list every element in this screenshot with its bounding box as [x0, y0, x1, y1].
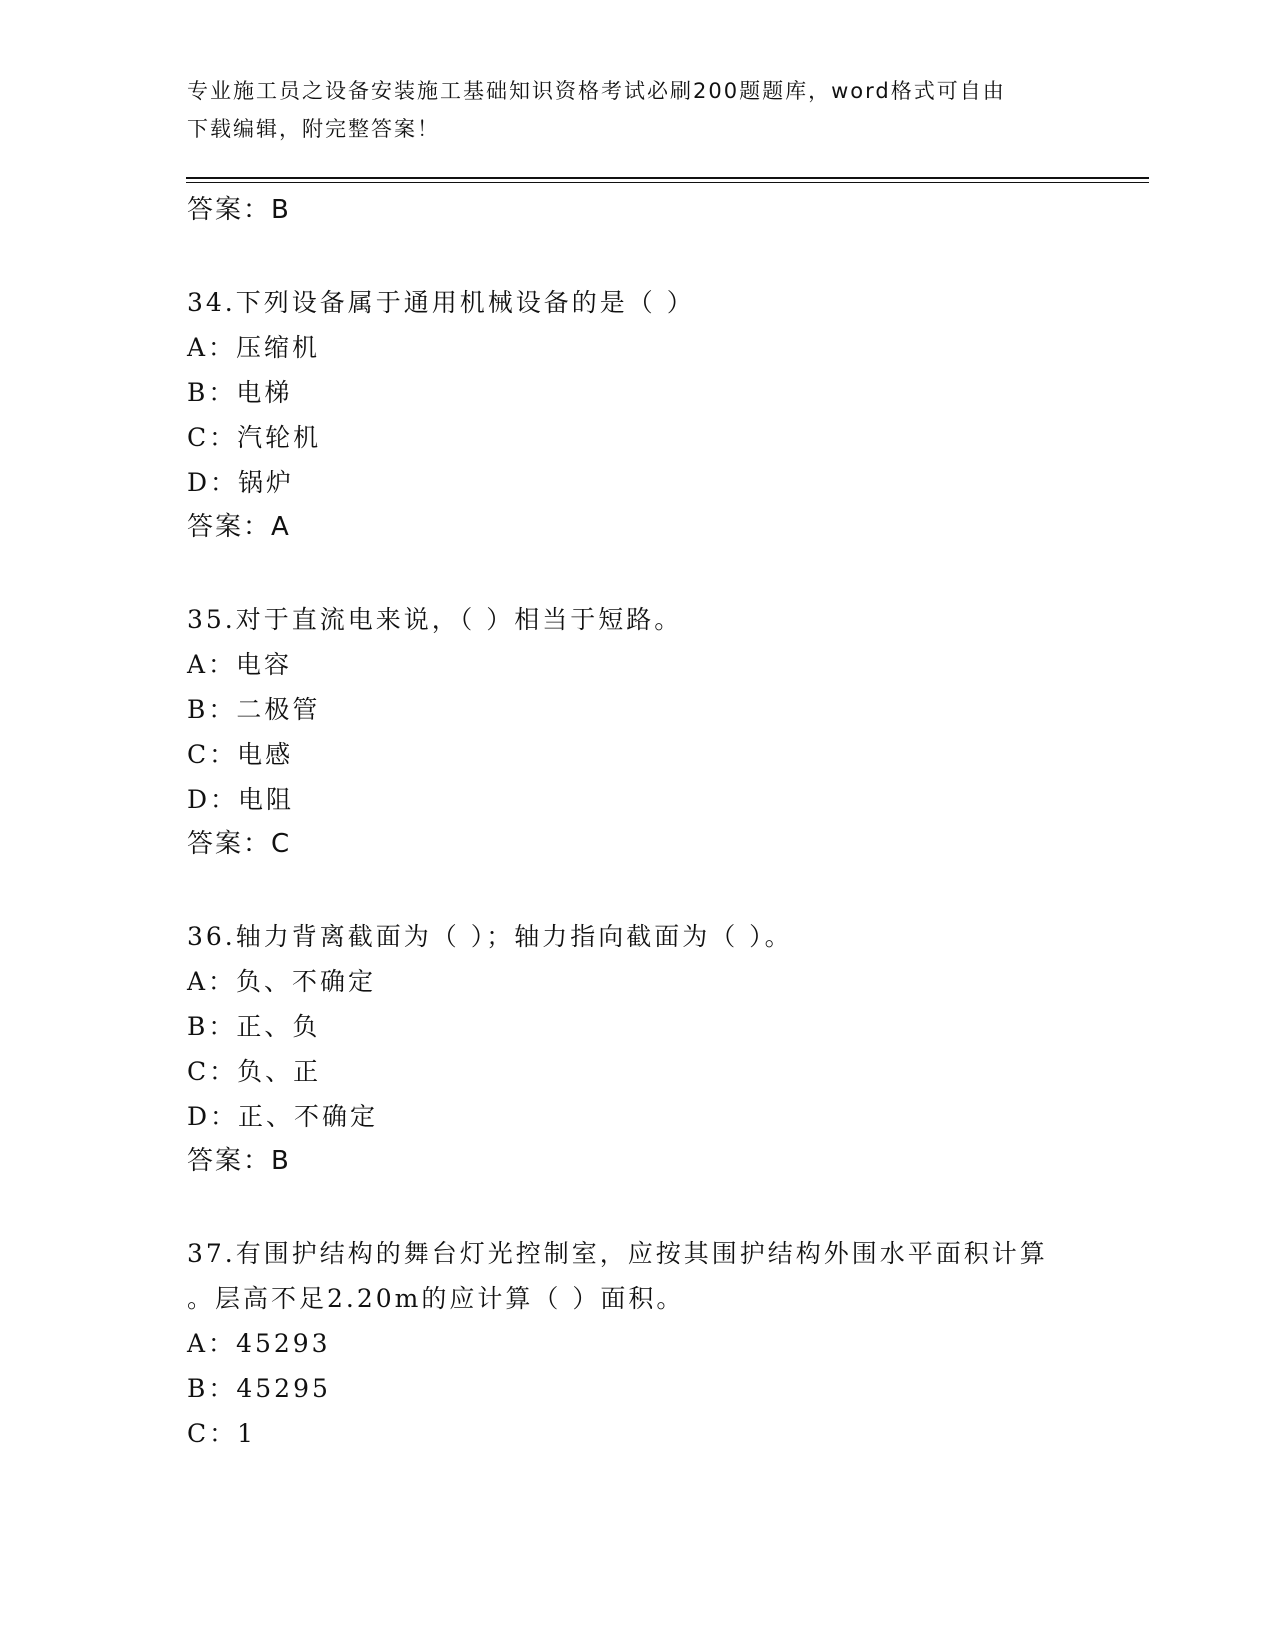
question-34 [187, 280, 1087, 550]
question-stem: 37.有围护结构的舞台灯光控制室，应按其围护结构外围水平面积计算 [187, 1239, 1048, 1268]
question-list [187, 188, 1087, 1456]
question-stem: 34.下列设备属于通用机械设备的是（ ） [187, 288, 695, 317]
spacer [187, 233, 1087, 280]
option-b: B：二极管 [187, 695, 321, 724]
document-header [187, 72, 1087, 148]
option-c: C：负、正 [187, 1057, 322, 1086]
question-stem: 36.轴力背离截面为（ ）；轴力指向截面为（ ）。 [187, 922, 793, 951]
spacer [187, 1184, 1087, 1231]
option-d: D：锅炉 [187, 468, 295, 497]
header-divider-thin [186, 182, 1149, 183]
question-stem-continued: 。层高不足2.20m的应计算（ ）面积。 [187, 1284, 685, 1313]
option-c: C：1 [187, 1419, 257, 1448]
header-title-line-2: 下载编辑，附完整答案！ [187, 117, 440, 141]
spacer [187, 867, 1087, 914]
question-36 [187, 914, 1087, 1184]
option-d: D：正、不确定 [187, 1102, 379, 1131]
question-stem: 35.对于直流电来说，（ ）相当于短路。 [187, 605, 683, 634]
header-divider-thick [186, 177, 1149, 179]
option-a: A：负、不确定 [187, 967, 377, 996]
question-35 [187, 597, 1087, 867]
header-title-line-1: 专业施工员之设备安装施工基础知识资格考试必刷200题题库，word格式可自由 [187, 79, 1006, 103]
option-a: A：压缩机 [187, 333, 321, 362]
option-b: B：45295 [187, 1374, 331, 1403]
option-c: C：汽轮机 [187, 423, 322, 452]
previous-answer: 答案：B [187, 195, 291, 225]
option-a: A：电容 [187, 650, 293, 679]
answer-line: 答案：C [187, 829, 292, 859]
option-d: D：电阻 [187, 785, 295, 814]
option-c: C：电感 [187, 740, 294, 769]
spacer [187, 550, 1087, 597]
answer-line: 答案：B [187, 1146, 291, 1176]
option-b: B：正、负 [187, 1012, 321, 1041]
answer-line: 答案：A [187, 512, 291, 542]
option-a: A：45293 [187, 1329, 331, 1358]
question-37 [187, 1231, 1087, 1456]
option-b: B：电梯 [187, 378, 293, 407]
